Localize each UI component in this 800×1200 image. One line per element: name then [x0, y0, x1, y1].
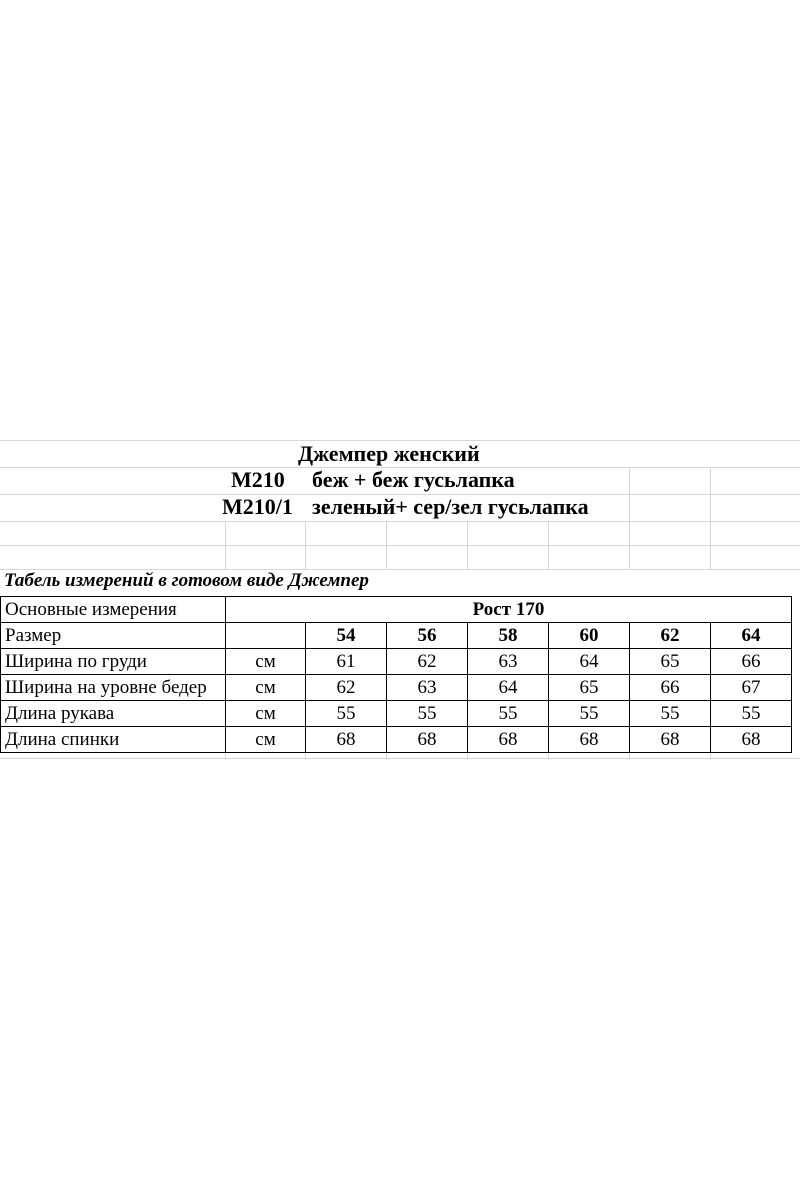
table-row	[1, 727, 792, 753]
model-desc-2: зеленый+ сер/зел гусьлапка	[312, 494, 589, 519]
size-cell: 54	[306, 623, 387, 649]
row-label: Длина рукава	[1, 701, 226, 727]
value-cell: 68	[387, 727, 468, 753]
value-cell: 64	[549, 649, 630, 675]
value-cell: 63	[387, 675, 468, 701]
value-cell: 68	[711, 727, 792, 753]
table-caption: Табель измерений в готовом виде Джемпер	[4, 570, 369, 591]
value-cell: 55	[630, 701, 711, 727]
value-cell: 62	[306, 675, 387, 701]
unit-cell: см	[226, 649, 306, 675]
row-label: Ширина на уровне бедер	[1, 675, 226, 701]
value-cell: 67	[711, 675, 792, 701]
height-label: Рост 170	[226, 597, 792, 623]
value-cell: 68	[468, 727, 549, 753]
value-cell: 68	[630, 727, 711, 753]
size-cell: 56	[387, 623, 468, 649]
value-cell: 63	[468, 649, 549, 675]
unit-cell: см	[226, 727, 306, 753]
size-cell: 58	[468, 623, 549, 649]
table-row	[1, 701, 792, 727]
measurements-table	[0, 596, 792, 753]
value-cell: 55	[711, 701, 792, 727]
value-cell: 68	[549, 727, 630, 753]
table-row	[1, 675, 792, 701]
value-cell: 55	[549, 701, 630, 727]
row-label: Длина спинки	[1, 727, 226, 753]
value-cell: 55	[468, 701, 549, 727]
size-label: Размер	[1, 623, 226, 649]
value-cell: 65	[630, 649, 711, 675]
table-row-header	[1, 597, 792, 623]
model-code-1: М210	[231, 467, 285, 492]
value-cell: 55	[306, 701, 387, 727]
unit-cell-empty	[226, 623, 306, 649]
table-row	[1, 649, 792, 675]
size-cell: 64	[711, 623, 792, 649]
value-cell: 64	[468, 675, 549, 701]
value-cell: 66	[711, 649, 792, 675]
size-cell: 60	[549, 623, 630, 649]
value-cell: 68	[306, 727, 387, 753]
main-measurements-label: Основные измерения	[1, 597, 226, 623]
value-cell: 66	[630, 675, 711, 701]
unit-cell: см	[226, 701, 306, 727]
value-cell: 61	[306, 649, 387, 675]
value-cell: 55	[387, 701, 468, 727]
size-cell: 62	[630, 623, 711, 649]
table-row-sizes	[1, 623, 792, 649]
row-label: Ширина по груди	[1, 649, 226, 675]
model-code-2: М210/1	[222, 494, 293, 519]
product-title: Джемпер женский	[298, 441, 480, 466]
model-desc-1: беж + беж гусьлапка	[312, 467, 515, 492]
value-cell: 65	[549, 675, 630, 701]
value-cell: 62	[387, 649, 468, 675]
unit-cell: см	[226, 675, 306, 701]
